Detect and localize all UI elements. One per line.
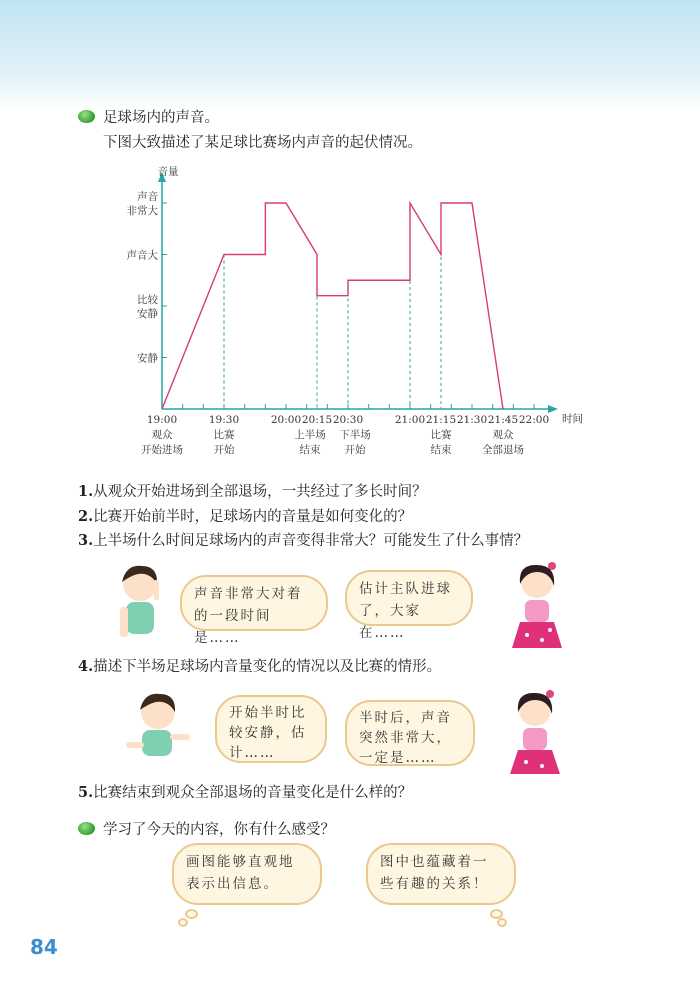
x-tick-label: 20:00: [270, 414, 302, 426]
x-tick-label: 21:30: [456, 414, 488, 426]
y-tick-label: 非常大: [126, 205, 158, 217]
page-number: 84: [30, 935, 58, 959]
x-annotation: 结束: [299, 444, 321, 456]
x-tick-label: 19:00: [146, 414, 178, 426]
x-annotation: 开始: [344, 444, 366, 456]
question-5: 5.比赛结束到观众全部退场的音量变化是什么样的？: [78, 784, 413, 801]
thought-bubble-left: 画图能够直观地表示出信息。: [172, 843, 322, 905]
speech-bubble-boy-q4: 开始半时比较安静，估计……: [215, 695, 327, 763]
question-2: 2.比赛开始前半时，足球场内的音量是如何变化的？: [78, 508, 413, 525]
x-annotation: 下半场: [339, 429, 371, 441]
x-annotation: 开始进场: [141, 444, 183, 456]
x-annotation: 比赛: [213, 429, 235, 441]
x-axis-arrow-icon: [548, 405, 558, 413]
x-tick-label: 19:30: [208, 414, 240, 426]
x-tick-label: 21:15: [425, 414, 457, 426]
x-annotation: 观众: [492, 429, 514, 441]
green-bullet-icon: [78, 822, 95, 835]
girl-illustration: [502, 560, 572, 655]
y-tick-label: 声音: [137, 191, 158, 203]
x-tick-label: 20:30: [332, 414, 364, 426]
section-title: 足球场内的声音。: [103, 110, 219, 126]
x-tick-label: 21:00: [394, 414, 426, 426]
x-tick-label: 21:45: [487, 414, 519, 426]
section2-title: 学习了今天的内容，你有什么感受？: [103, 822, 335, 838]
speech-bubble-boy-q3: 声音非常大对着的一段时间是……: [180, 575, 328, 631]
question-4: 4.描述下半场足球场内音量变化的情况以及比赛的情形。: [78, 658, 442, 675]
x-axis-label: 时间: [562, 413, 583, 425]
x-annotation: 比赛: [430, 429, 452, 441]
x-tick-label: 22:00: [518, 414, 550, 426]
question-1: 1.从观众开始进场到全部退场，一共经过了多长时间？: [78, 483, 427, 500]
x-tick-label: 20:15: [301, 414, 333, 426]
boy-illustration: [112, 562, 172, 647]
speech-bubble-girl-q4: 半时后，声音突然非常大，一定是……: [345, 700, 475, 766]
speech-bubble-girl-q3: 估计主队进球了，大家在……: [345, 570, 473, 626]
thought-bubble-right: 图中也蕴藏着一些有趣的关系！: [366, 843, 516, 905]
thought-dot: [178, 918, 188, 927]
y-tick-label: 声音大: [126, 249, 158, 262]
y-tick-label: 安静: [137, 352, 158, 365]
girl-illustration: [502, 688, 567, 780]
volume-line: [162, 203, 503, 409]
y-axis-label: 音量: [157, 166, 179, 178]
boy-illustration: [120, 690, 195, 765]
x-annotation: 结束: [430, 444, 452, 456]
x-annotation: 上半场: [294, 429, 326, 441]
thought-dot: [497, 918, 507, 927]
sound-volume-chart: [0, 0, 700, 470]
y-tick-label: 安静: [137, 308, 158, 320]
y-tick-label: 比较: [137, 294, 158, 306]
chart-intro: 下图大致描述了某足球比赛场内声音的起伏情况。: [103, 135, 422, 151]
x-annotation: 开始: [213, 444, 235, 456]
thought-dot: [185, 909, 198, 919]
x-annotation: 观众: [151, 429, 173, 441]
question-3: 3.上半场什么时间足球场内的声音变得非常大？可能发生了什么事情？: [78, 532, 529, 549]
x-annotation: 全部退场: [482, 444, 524, 456]
